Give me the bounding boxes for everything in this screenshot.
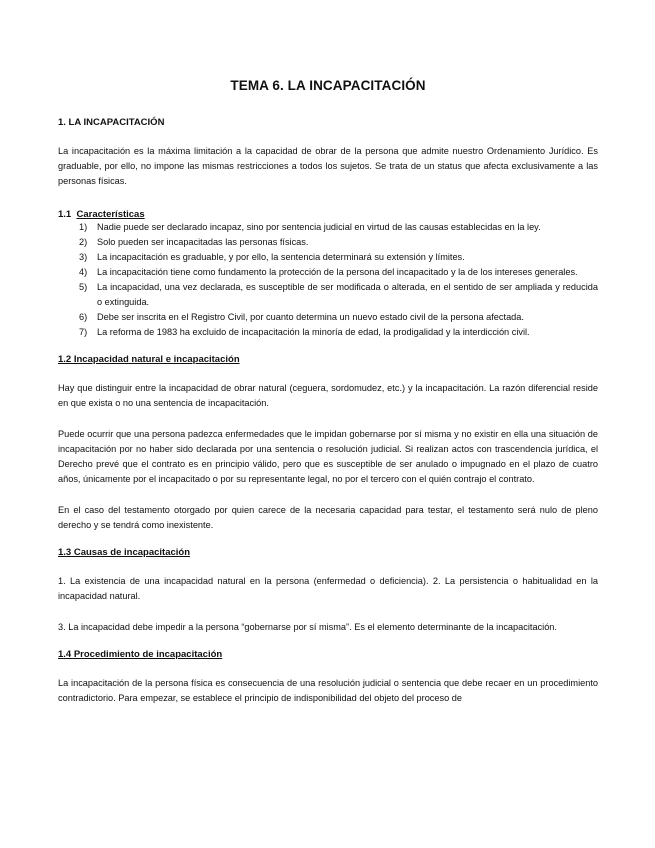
list-item-number: 1) (79, 222, 88, 232)
list-item-text: La incapacitación tiene como fundamento la protección de la persona del incapacitado y la de los intereses generales. (97, 267, 578, 277)
section-1-2-paragraph-3: En el caso del testamento otorgado por quien carece de la necesaria capacidad para testar, el testamento será nulo de pleno derecho y se tendrá como inexistente. (58, 505, 598, 530)
section-1-4-paragraph: La incapacitación de la persona física es consecuencia de una resolución judicial o sentencia que debe recaer en un procedimiento contradictorio. Para empezar, se establece el principio de indisponibilidad del objeto del proceso de (58, 678, 598, 703)
list-item (58, 250, 598, 265)
list-item (58, 265, 598, 280)
list-item-number: 5) (79, 282, 88, 292)
characteristics-list (58, 220, 598, 340)
section-1-4-title: 1.4 Procedimiento de incapacitación (58, 649, 223, 660)
section-1-1-heading (58, 209, 598, 220)
list-item (58, 235, 598, 250)
list-item (58, 220, 598, 235)
list-item-text: La incapacitación es graduable, y por ello, la sentencia determinará su extensión y límites. (97, 252, 465, 262)
section-1-1-title: Características (76, 209, 145, 220)
section-1-3-heading (58, 547, 598, 558)
section-1-3-paragraph-1: 1. La existencia de una incapacidad natural en la persona (enfermedad o deficiencia). 2. La persistencia o habitualidad en la incapacidad natural. (58, 576, 598, 601)
section-1-1-number: 1.1 (58, 209, 72, 220)
section-1-3-title: 1.3 Causas de incapacitación (58, 547, 191, 558)
section-1-paragraph: La incapacitación es la máxima limitación a la capacidad de obrar de la persona que admite nuestro Ordenamiento Jurídico. Es graduable, por ello, no impone las mismas restricciones a todos los sujetos. Se trata de un status que afecta exclusivamente a las personas físicas. (58, 146, 598, 186)
section-1-3-paragraph-2: 3. La incapacidad debe impedir a la persona “gobernarse por sí misma”. Es el elemento determinante de la incapacitación. (58, 622, 557, 632)
list-item (58, 325, 598, 340)
list-item-number: 3) (79, 252, 88, 262)
section-1-4-heading (58, 649, 598, 660)
section-1-heading: 1. LA INCAPACITACIÓN (58, 117, 165, 128)
list-item-number: 4) (79, 267, 88, 277)
list-item-number: 7) (79, 327, 88, 337)
section-1-2-paragraph-1: Hay que distinguir entre la incapacidad de obrar natural (ceguera, sordomudez, etc.) y la incapacitación. La razón diferencial reside en que exista o no una sentencia de incapacitación. (58, 383, 598, 408)
section-1-2-title: 1.2 Incapacidad natural e incapacitación (58, 354, 240, 365)
document-title: TEMA 6. LA INCAPACITACIÓN (230, 78, 426, 93)
list-item-number: 2) (79, 237, 88, 247)
list-item-text: Debe ser inscrita en el Registro Civil, por cuanto determina un nuevo estado civil de la persona afectada. (97, 312, 524, 322)
list-item-text: Nadie puede ser declarado incapaz, sino por sentencia judicial en virtud de las causas establecidas en la ley. (97, 222, 541, 232)
section-1-2-paragraph-2: Puede ocurrir que una persona padezca enfermedades que le impidan gobernarse por sí misma y no existir en ella una situación de incapacitación por no haber sido declarada por una sentencia o resolución judicial. Si realizan actos con trascendencia jurídica, el Derecho prevé que el contrato es en principio válido, pero que es susceptible de ser anulado o impugnado en el plazo de cuatro años, únicamente por el incapacitado o por su representante legal, no por el tercero con el quién contrajo el contrato. (58, 429, 598, 484)
list-item (58, 310, 598, 325)
section-1-2-heading (58, 354, 598, 365)
list-item-number: 6) (79, 312, 88, 322)
list-item-text: La incapacidad, una vez declarada, es susceptible de ser modificada o alterada, en el sentido de ser ampliada y reducida o extinguida. (97, 282, 598, 307)
list-item (58, 280, 598, 310)
list-item-text: La reforma de 1983 ha excluido de incapacitación la minoría de edad, la prodigalidad y la interdicción civil. (97, 327, 530, 337)
list-item-text: Solo pueden ser incapacitadas las personas físicas. (97, 237, 309, 247)
